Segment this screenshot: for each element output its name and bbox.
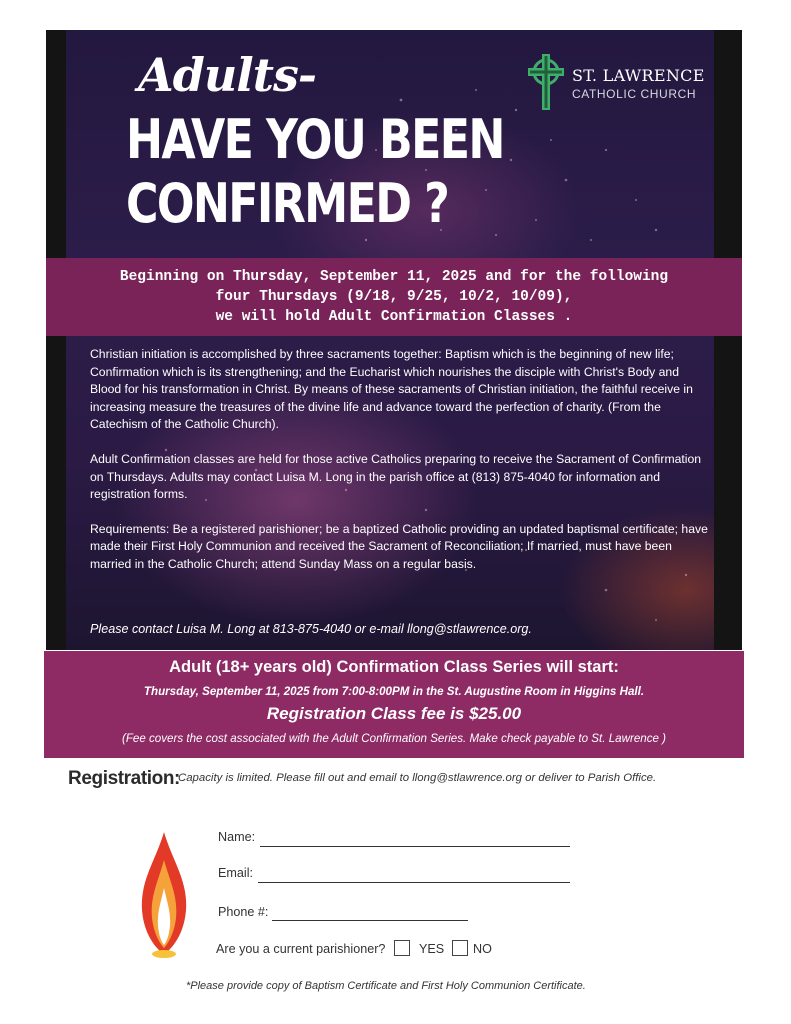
headline-line-2: CONFIRMED ?: [126, 172, 449, 235]
hero-left-edge: [46, 30, 66, 650]
registration-title: Registration:: [68, 768, 180, 789]
hero-right-edge: [714, 30, 742, 650]
main-headline: [126, 108, 504, 236]
phone-field[interactable]: [272, 920, 468, 921]
requirements-paragraph: Requirements: Be a registered parishioner; be a baptized Catholic providing an updated baptismal certificate; have made their First Holy Communion and received the Sacrament of Reconciliation; If married, must have been married in the Catholic Church; attend Sunday Mass on a regular basis.: [90, 521, 708, 571]
church-logo: [524, 52, 714, 112]
schedule-line-1: Beginning on Thursday, September 11, 2025 and for the following: [119, 269, 669, 285]
confirmation-flyer: [46, 30, 742, 992]
email-label: Email:: [218, 866, 253, 880]
catechism-paragraph: Christian initiation is accomplished by three sacraments together: Baptism which is the beginning of new life; Confirmation which is its strengthening; and the Eucharist which nourishes the disciple with Christ's Body and Blood for his transformation in Christ. By means of these sacraments of Christian initiation, the faithful receive in increasing measure the treasures of the divine life and advance toward the perfection of charity. (From the Catechism of the Catholic Church).: [90, 347, 693, 432]
name-label: Name:: [218, 830, 256, 844]
yes-checkbox[interactable]: [394, 940, 410, 956]
certificate-footnote: *Please provide copy of Baptism Certificate and First Holy Communion Certificate.: [186, 980, 586, 992]
registration-fee: Registration Class fee is $25.00: [266, 704, 522, 723]
church-subtitle: CATHOLIC CHURCH: [572, 87, 697, 101]
classes-paragraph: Adult Confirmation classes are held for those active Catholics preparing to receive the Sacrament of Confirmation on Thursdays. Adults may contact Luisa M. Long in the parish office at (813) 875-4040 for information and registration forms.: [90, 451, 702, 502]
no-checkbox[interactable]: [452, 940, 468, 956]
celtic-cross-icon: [524, 52, 568, 112]
church-name: ST. LAWRENCE: [572, 66, 705, 85]
holy-spirit-flame-icon: [136, 830, 192, 960]
registration-form: [46, 760, 742, 992]
adults-script-title: Adults-: [138, 48, 317, 102]
headline-line-1: HAVE YOU BEEN: [126, 108, 504, 171]
yes-label: YES: [419, 942, 445, 956]
series-info-band: [44, 651, 744, 758]
phone-label: Phone #:: [218, 905, 269, 919]
schedule-line-3: we will hold Adult Confirmation Classes .: [215, 309, 573, 325]
schedule-band: [46, 258, 742, 336]
hero-section: [46, 30, 742, 650]
series-date: Thursday, September 11, 2025 from 7:00-8:00PM in the St. Augustine Room in Higgins Hall.: [143, 685, 645, 698]
email-field[interactable]: [258, 882, 570, 883]
parishioner-question: Are you a current parishioner?: [216, 942, 386, 956]
name-field[interactable]: [260, 846, 570, 847]
series-title: Adult (18+ years old) Confirmation Class Series will start:: [169, 658, 619, 676]
body-text: [90, 346, 710, 591]
schedule-line-2: four Thursdays (9/18, 9/25, 10/2, 10/09),: [215, 289, 573, 305]
no-label: NO: [473, 942, 492, 956]
fee-note: (Fee covers the cost associated with the Adult Confirmation Series. Make check payable to St. Lawrence ): [121, 732, 667, 745]
contact-line: Please contact Luisa M. Long at 813-875-4040 or e-mail llong@stlawrence.org.: [90, 622, 532, 636]
registration-note: Capacity is limited. Please fill out and email to llong@stlawrence.org or deliver to Parish Office.: [178, 772, 657, 784]
